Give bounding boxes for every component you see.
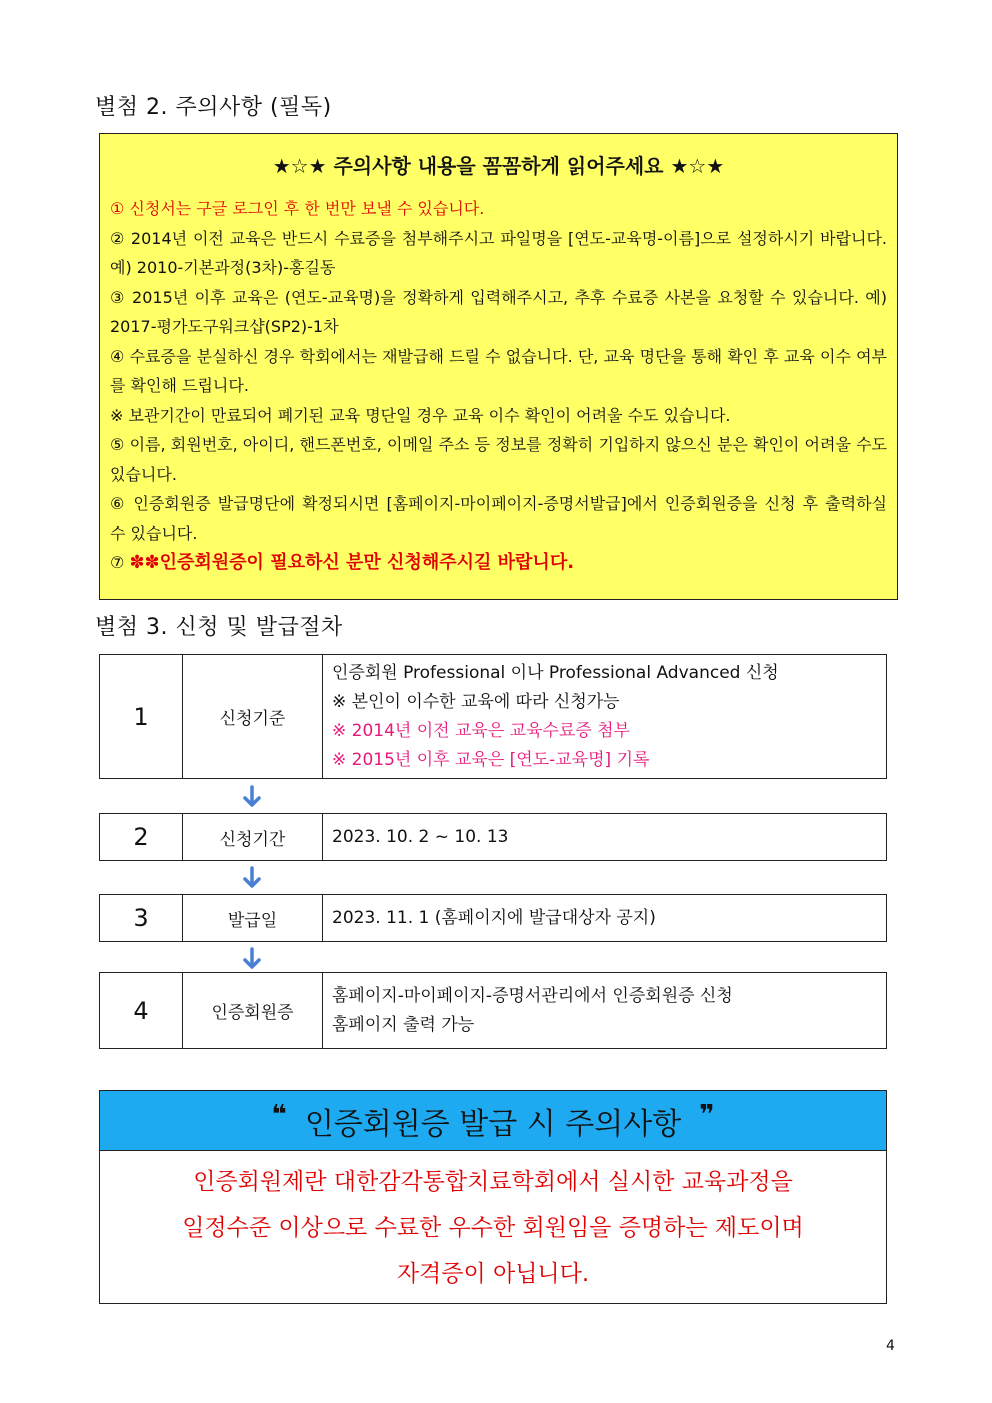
cert-notice-box	[99, 1090, 887, 1304]
arrow-down-icon	[240, 866, 264, 890]
section3-title: 별첨 3. 신청 및 발급절차	[95, 615, 343, 640]
open-quote-icon: ❝	[271, 1099, 287, 1130]
section2-title: 별첨 2. 주의사항 (필독)	[95, 95, 332, 120]
cert-notice-header	[100, 1091, 886, 1151]
notice-list	[110, 194, 887, 578]
step-desc-line: 홈페이지 출력 가능	[332, 1014, 475, 1035]
step-desc-line: 홈페이지-마이페이지-증명서관리에서 인증회원증 신청	[332, 985, 733, 1006]
step-description	[323, 655, 886, 778]
step-row-1	[99, 654, 887, 779]
cert-notice-line: 인증회원제란 대한감각통합치료학회에서 실시한 교육과정을	[193, 1169, 793, 1195]
close-quote-icon: ❞	[699, 1099, 715, 1130]
step-desc-line: 2023. 10. 2 ~ 10. 13	[332, 826, 509, 847]
arrow-down-icon	[240, 947, 264, 971]
step-description	[323, 973, 886, 1048]
step-number: 4	[100, 973, 183, 1048]
step-row-4	[99, 972, 887, 1049]
notice-item-3: ③ 2015년 이후 교육은 (연도-교육명)을 정확하게 입력해주시고, 추후 수료증 사본을 요청할 수 있습니다. 예) 2017-평가도구워크샵(SP2)-1차	[110, 287, 887, 336]
notice-item-4: ④ 수료증을 분실하신 경우 학회에서는 재발급해 드릴 수 없습니다. 단, 교육 명단을 통해 확인 후 교육 이수 여부를 확인해 드립니다.	[110, 346, 887, 395]
step-desc-line: ※ 2014년 이전 교육은 교육수료증 첨부	[332, 720, 631, 741]
step-label: 신청기간	[183, 814, 323, 860]
step-number: 2	[100, 814, 183, 860]
step-desc-line: 2023. 11. 1 (홈페이지에 발급대상자 공지)	[332, 907, 656, 928]
step-row-3	[99, 894, 887, 942]
notice-item-1: ① 신청서는 구글 로그인 후 한 번만 보낼 수 있습니다.	[110, 199, 485, 218]
cert-notice-title: 인증회원증 발급 시 주의사항	[304, 1106, 682, 1142]
step-label: 인증회원증	[183, 973, 323, 1048]
step-desc-line: 인증회원 Professional 이나 Professional Advanced 신청	[332, 662, 779, 683]
notice-item-5: ⑤ 이름, 회원번호, 아이디, 핸드폰번호, 이메일 주소 등 정보를 정확히 기입하지 않으신 분은 확인이 어려울 수도 있습니다.	[110, 435, 887, 484]
notice-item-note: ※ 보관기간이 만료되어 폐기된 교육 명단일 경우 교육 이수 확인이 어려울 수도 있습니다.	[110, 405, 731, 425]
step-row-2	[99, 813, 887, 861]
arrow-down-icon	[240, 785, 264, 809]
step-number: 1	[100, 655, 183, 778]
notice-item-7	[110, 548, 887, 578]
cert-notice-line: 일정수준 이상으로 수료한 우수한 회원임을 증명하는 제도이며	[182, 1215, 804, 1241]
notice-item-7-text: ✽✽인증회원증이 필요하신 분만 신청해주시길 바랍니다.	[129, 552, 575, 573]
notice-heading: ★☆★ 주의사항 내용을 꼼꼼하게 읽어주세요 ★☆★	[272, 154, 725, 178]
step-description	[323, 814, 886, 860]
notice-box	[99, 133, 898, 600]
cert-notice-body	[100, 1151, 886, 1297]
page-number: 4	[886, 1338, 895, 1354]
step-label: 발급일	[183, 895, 323, 941]
step-description	[323, 895, 886, 941]
step-desc-line: ※ 본인이 이수한 교육에 따라 신청가능	[332, 691, 620, 712]
step-desc-line: ※ 2015년 이후 교육은 [연도-교육명] 기록	[332, 749, 650, 770]
notice-item-2: ② 2014년 이전 교육은 반드시 수료증을 첨부해주시고 파일명을 [연도-교육명-이름]으로 설정하시기 바랍니다. 예) 2010-기본과정(3차)-홍길동	[110, 228, 887, 277]
notice-item-6: ⑥ 인증회원증 발급명단에 확정되시면 [홈페이지-마이페이지-증명서발급]에서 인증회원증을 신청 후 출력하실 수 있습니다.	[110, 494, 887, 543]
cert-notice-line: 자격증이 아닙니다.	[396, 1261, 590, 1287]
notice-item-7-prefix: ⑦	[110, 553, 130, 572]
step-label: 신청기준	[183, 655, 323, 778]
step-number: 3	[100, 895, 183, 941]
